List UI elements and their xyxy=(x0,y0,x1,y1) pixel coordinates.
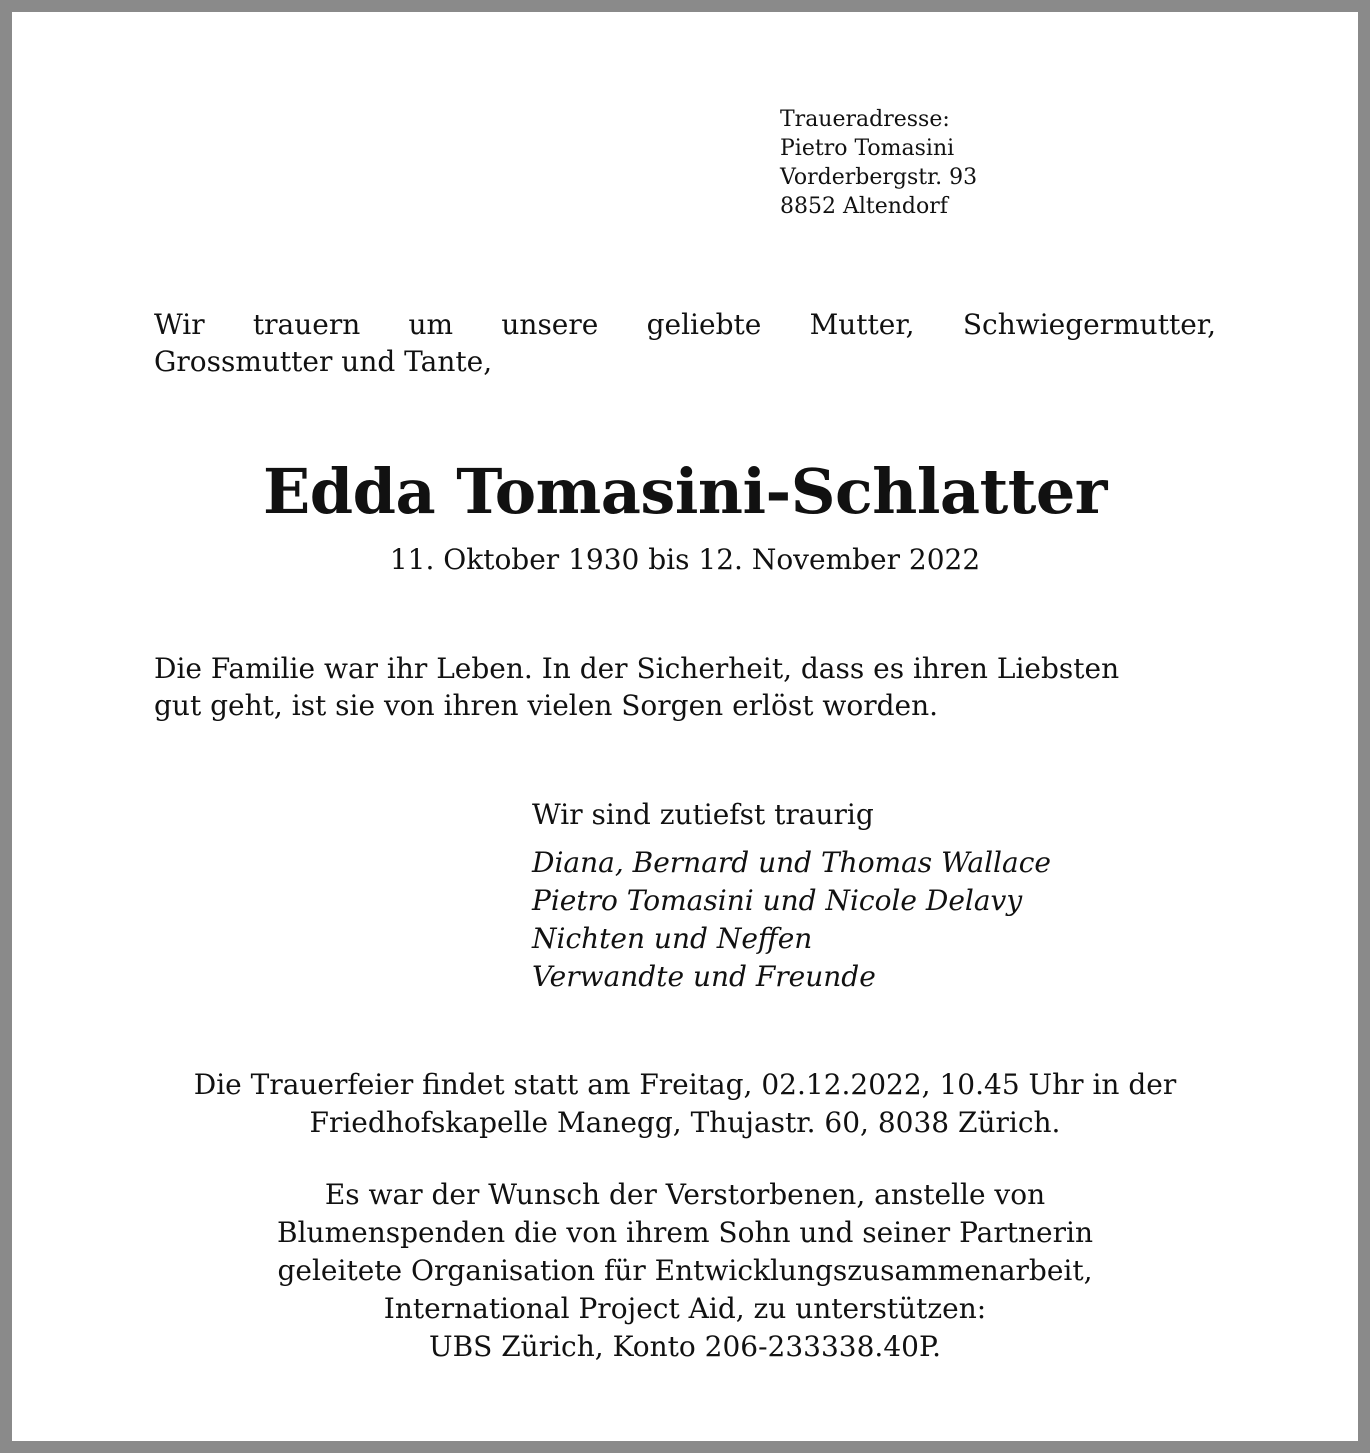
address-name: Pietro Tomasini xyxy=(780,136,955,161)
mourners-lead: Wir sind zutiefst traurig xyxy=(532,798,874,831)
mourners-list xyxy=(532,844,1051,996)
ceremony-line-2: Friedhofskapelle Manegg, Thujastr. 60, 8038 Zürich. xyxy=(309,1106,1061,1139)
life-dates: 11. Oktober 1930 bis 12. November 2022 xyxy=(389,543,981,576)
intro-line-1: Wir trauern um unsere geliebte Mutter, Schwiegermutter, xyxy=(154,308,1216,341)
mourner-name: Pietro Tomasini und Nicole Delavy xyxy=(532,884,1023,917)
obituary-page xyxy=(12,12,1358,1441)
donation-line: International Project Aid, zu unterstützen: xyxy=(383,1292,987,1325)
mourning-address xyxy=(780,105,977,221)
donation-line: Es war der Wunsch der Verstorbenen, anstelle von xyxy=(324,1178,1046,1211)
ceremony-line-1: Die Trauerfeier findet statt am Freitag, 02.12.2022, 10.45 Uhr in der xyxy=(193,1068,1177,1101)
deceased-name: Edda Tomasini-Schlatter xyxy=(263,455,1107,528)
quote-line-1: Die Familie war ihr Leben. In der Sicherheit, dass es ihren Liebsten xyxy=(154,652,1120,685)
intro-line-2: Grossmutter und Tante, xyxy=(154,345,493,378)
ceremony-info xyxy=(12,1066,1358,1142)
quote-line-2: gut geht, ist sie von ihren vielen Sorgen erlöst worden. xyxy=(154,689,939,722)
mourner-name: Diana, Bernard und Thomas Wallace xyxy=(532,846,1051,879)
mourners-block xyxy=(532,796,1051,996)
address-label: Traueradresse: xyxy=(780,107,950,132)
address-street: Vorderbergstr. 93 xyxy=(780,165,978,190)
mourner-name: Nichten und Neffen xyxy=(532,922,813,955)
donation-account: UBS Zürich, Konto 206-233338.40P. xyxy=(428,1330,942,1363)
family-quote xyxy=(154,650,1224,724)
donation-line: Blumenspenden die von ihrem Sohn und seiner Partnerin xyxy=(277,1216,1093,1249)
donation-info xyxy=(12,1176,1358,1366)
mourner-name: Verwandte und Freunde xyxy=(532,960,876,993)
address-city: 8852 Altendorf xyxy=(780,194,948,219)
intro-text xyxy=(154,306,1216,380)
donation-line: geleitete Organisation für Entwicklungszusammenarbeit, xyxy=(277,1254,1093,1287)
